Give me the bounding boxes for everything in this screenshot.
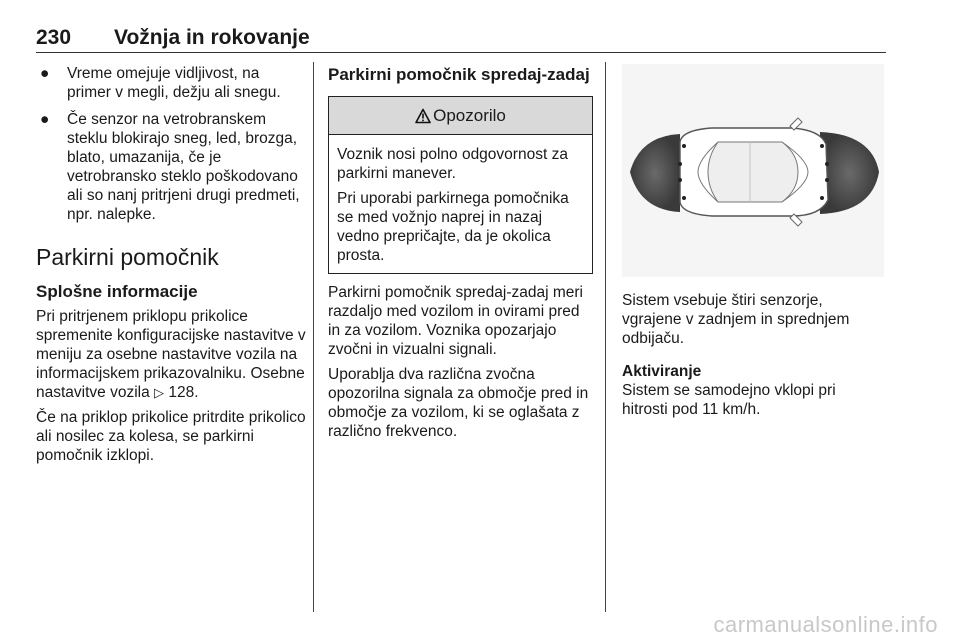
page-number: 230 — [36, 26, 72, 49]
column-right — [622, 64, 884, 419]
paragraph: Sistem se samodejno vklopi pri hitrosti pod 11 km/h. — [622, 382, 836, 418]
warning-label: Opozorilo — [433, 106, 506, 125]
paragraph: Parkirni pomočnik spredaj-zadaj meri razdaljo med vozilom in ovirami pred in za vozilom. Voznika opozarjajo zvočni in vizualni signali. — [328, 284, 583, 358]
subsection-title: Splošne informacije — [36, 282, 198, 301]
paragraph: Sistem vsebuje štiri senzorje, vgrajene v zadnjem in sprednjem odbijaču. — [622, 292, 850, 347]
subheading: Aktiviranje — [622, 363, 702, 380]
warning-text: Voznik nosi polno odgovornost za parkirni manever. — [337, 146, 568, 182]
list-item-text: Vreme omejuje vidljivost, na primer v megli, dežju ali snegu. — [67, 65, 281, 101]
bullet-list — [36, 64, 306, 224]
paragraph: Uporablja dva različna zvočna opozorilna signala za območje pred in območje za vozilom, ki se oglašata z različno frekvenco. — [328, 366, 589, 440]
column-middle — [328, 64, 593, 441]
reference-arrow-icon[interactable]: ▷ — [154, 385, 165, 400]
warning-box — [328, 96, 593, 274]
watermark: carmanualsonline.info — [713, 612, 938, 637]
page-header — [36, 24, 886, 53]
list-item-text: Če senzor na vetrobranskem steklu blokirajo sneg, led, brozga, blato, umazanija, če je vetrobransko steklo poškodovano ali so nanj pritrjeni drugi predmeti, npr. nalepke. — [67, 111, 300, 223]
paragraph-text: Pri pritrjenem priklopu prikolice spremenite konfiguracijske nastavitve v meniju za osebne nastavitve vozila na informacijskem prikazovalniku. Osebne nastavitve vozila — [36, 308, 306, 401]
section-title: Parkirni pomočnik — [36, 244, 219, 270]
chapter-title: Vožnja in rokovanje — [114, 26, 310, 49]
list-item — [36, 110, 306, 224]
warning-text: Pri uporabi parkirnega pomočnika se med vožnjo naprej in nazaj vedno prepričajte, da je okolica prosta. — [337, 190, 569, 264]
list-item — [36, 64, 306, 102]
column-divider-right — [605, 62, 606, 612]
paragraph: Če na priklop prikolice pritrdite prikolico ali nosilec za kolesa, se parkirni pomočnik izklopi. — [36, 409, 306, 464]
column-divider-left — [313, 62, 314, 612]
subsection-title: Parkirni pomočnik spredaj-zadaj — [328, 65, 590, 84]
front-sensor-zone — [820, 132, 879, 214]
rear-sensor-zone — [630, 134, 680, 212]
warning-triangle-icon — [415, 108, 431, 124]
bullet-dot-icon: ● — [40, 111, 50, 128]
page-reference-link[interactable]: 128. — [168, 384, 199, 401]
warning-body — [329, 135, 592, 273]
parking-sensor-illustration — [622, 64, 884, 277]
bullet-dot-icon: ● — [40, 65, 50, 82]
column-left — [36, 64, 306, 465]
warning-header — [329, 97, 592, 135]
paragraph — [36, 307, 306, 402]
